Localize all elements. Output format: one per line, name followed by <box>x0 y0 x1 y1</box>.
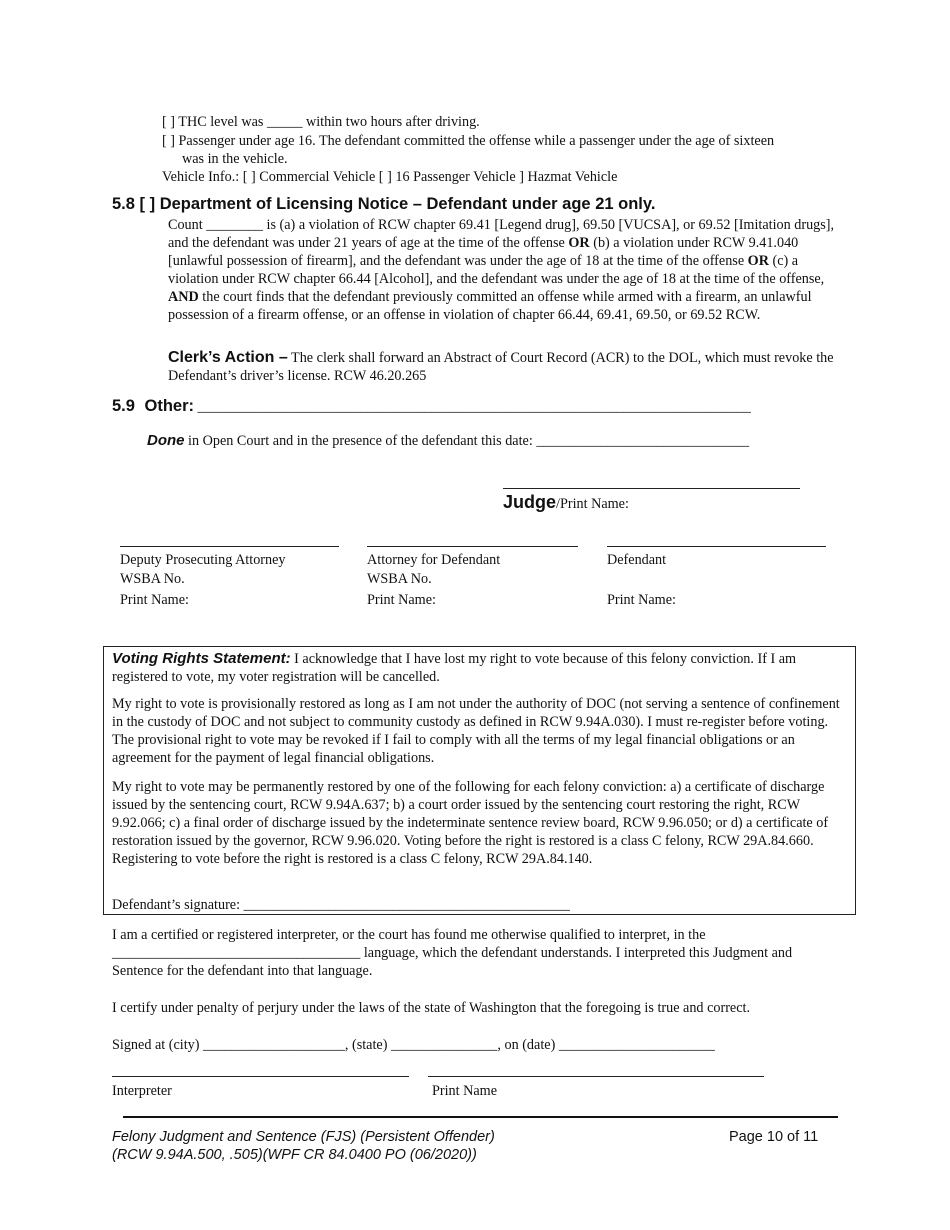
passenger-checkbox-line <box>162 132 774 150</box>
judge-signature-line[interactable] <box>503 488 800 489</box>
interpreter-print-name-label: Print Name <box>432 1083 498 1099</box>
defense-attorney-title: Attorney for Defendant <box>367 552 501 568</box>
interpreter-statement: I am a certified or registered interpreter, or the court has found me otherwise qualified to interpret, in the ___________________________________ language, which the defendant understands. I interpreted this Judgment and Sentence for the defendant into that language. <box>112 927 793 979</box>
thc-checkbox[interactable]: [ ] <box>162 114 175 130</box>
done-text[interactable]: in Open Court and in the presence of the defendant this date: ______________________________ <box>184 433 750 449</box>
clerk-action <box>168 349 846 385</box>
judge-signature-block <box>503 493 629 513</box>
footer-rule <box>123 1116 838 1118</box>
prosecutor-print-name: Print Name: <box>120 592 189 608</box>
passenger-checkbox[interactable]: [ ] <box>162 133 175 149</box>
judge-label: Judge <box>503 492 557 512</box>
passenger-text-line2: was in the vehicle. <box>182 151 288 167</box>
defendant-print-name: Print Name: <box>607 592 676 608</box>
defense-attorney-print-name: Print Name: <box>367 592 436 608</box>
section-5-9 <box>112 397 751 416</box>
voting-rights-p2: My right to vote is provisionally restored as long as I am not under the authority of DOC (not serving a sentence of confinement in the custody of DOC and not subject to community custody as defined in RCW 9.94A.030). I must re-register before voting. The provisional right to vote may be revoked if I fail to comply with all the terms of my legal financial obligations or an agreement for the payment of legal financial obligations. <box>112 696 840 766</box>
section-5-8-number: 5.8 [ ] <box>112 195 156 213</box>
passenger-text-line1: Passenger under age 16. The defendant committed the offense while a passenger under the age of sixteen <box>178 133 775 149</box>
interpreter-signature-line[interactable] <box>112 1076 409 1077</box>
clerk-action-text: The clerk shall forward an Abstract of Court Record (ACR) to the DOL, which must revoke the Defendant’s driver’s license. RCW 46.20.265 <box>168 350 834 384</box>
defendant-signature-line[interactable] <box>607 546 826 547</box>
voting-rights-p1 <box>112 650 847 686</box>
done-in-open-court <box>147 432 749 450</box>
footer-title: Felony Judgment and Sentence (FJS) (Persistent Offender) <box>112 1129 495 1145</box>
defendant-title: Defendant <box>607 552 667 568</box>
done-label: Done <box>147 432 185 449</box>
or-emphasis: OR <box>568 235 590 251</box>
interpreter-label: Interpreter <box>112 1083 172 1099</box>
section-5-8-title: Department of Licensing Notice – Defendant under age 21 only. <box>159 195 656 213</box>
prosecutor-wsba: WSBA No. <box>120 571 185 587</box>
defense-attorney-signature-line[interactable] <box>367 546 578 547</box>
judge-print-name-label: /Print Name: <box>556 496 629 512</box>
voting-rights-label: Voting Rights Statement: <box>112 650 291 667</box>
section-5-8-body: Count ________ is (a) a violation of RCW chapter 69.41 [Legend drug], 69.50 [VUCSA], or 69.52 [Imitation drugs], and the defendant was under 21 years of age at the time of the offense OR (b) a violation under RCW 9.41.040 [unlawful possession of firearm], and the defendant was under the age of 18 at the time of the offense OR (c) a violation under RCW chapter 66.44 [Alcohol], and the defendant was under the age of 18 at the time of the offense, AND the court finds that the defendant previously committed an offense while armed with a firearm, an unlawful possession of a firearm offense, or an offense in violation of chapter 66.44, 69.41, 69.50, or 69.52 RCW. <box>168 217 835 323</box>
page-number: Page 10 of 11 <box>729 1129 819 1145</box>
defendant-voting-signature[interactable]: Defendant’s signature: ______________________________________________ <box>112 897 570 913</box>
signed-at-line[interactable]: Signed at (city) ____________________, (state) _______________, on (date) ______________________ <box>112 1037 715 1053</box>
prosecutor-title: Deputy Prosecuting Attorney <box>120 552 286 568</box>
voting-rights-p3: My right to vote may be permanently restored by one of the following for each felony conviction: a) a certificate of discharge issued by the sentencing court, RCW 9.94A.637; b) a court order issued by the sentencing court restoring the right, RCW 9.92.066; c) a final order of discharge issued by the indeterminate sentence review board, RCW 9.96.050; or d) a certificate of restoration issued by the governor, RCW 9.96.020. Voting before the right is restored is a class C felony, RCW 29A.84.660. Registering to vote before the right is restored is a class C felony, RCW 29A.84.140. <box>112 779 829 867</box>
section-5-9-number: 5.9 <box>112 397 135 415</box>
defense-attorney-wsba: WSBA No. <box>367 571 432 587</box>
thc-text: THC level was _____ within two hours after driving. <box>178 114 480 130</box>
section-5-8-heading <box>112 195 655 213</box>
prosecutor-signature-line[interactable] <box>120 546 339 547</box>
thc-checkbox-line <box>162 113 480 131</box>
perjury-certification: I certify under penalty of perjury under the laws of the state of Washington that the foregoing is true and correct. <box>112 1000 750 1016</box>
section-5-9-blank[interactable]: ______________________________________________________________________________ <box>197 399 751 415</box>
footer-citation: (RCW 9.94A.500, .505)(WPF CR 84.0400 PO (06/2020)) <box>112 1147 477 1163</box>
interpreter-print-name-line[interactable] <box>428 1076 764 1077</box>
clerk-action-label: Clerk’s Action – <box>168 349 288 366</box>
and-emphasis: AND <box>168 289 199 305</box>
vehicle-info: Vehicle Info.: [ ] Commercial Vehicle [ ] 16 Passenger Vehicle ] Hazmat Vehicle <box>162 169 618 185</box>
section-5-9-label: Other: <box>144 397 194 415</box>
voting-rights-p1-text: I acknowledge that I have lost my right to vote because of this felony conviction. If I am registered to vote, my voter registration will be cancelled. <box>112 651 797 685</box>
or-emphasis: OR <box>747 253 769 269</box>
